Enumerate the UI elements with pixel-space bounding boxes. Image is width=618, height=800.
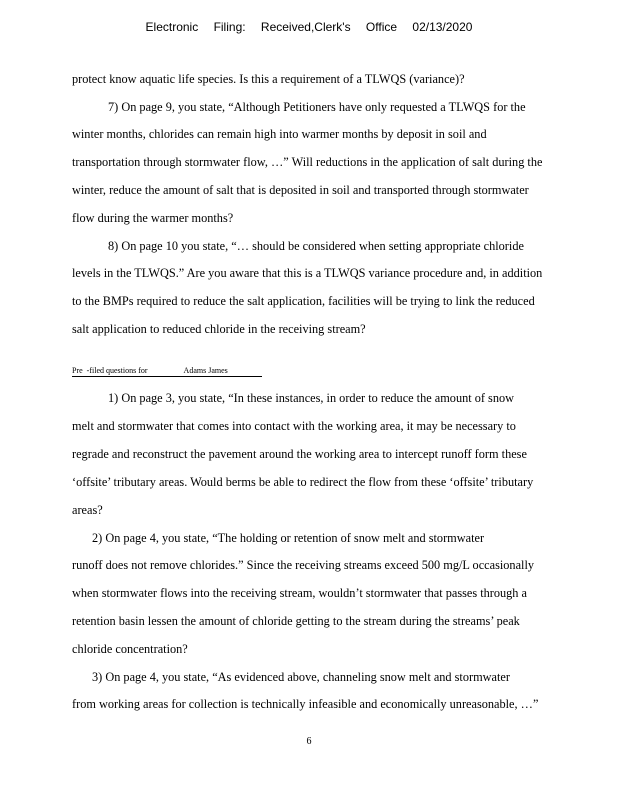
text-line: transportation through stormwater flow, …” Will reductions in the application of salt during the: [72, 155, 543, 169]
section-heading-suffix: -filed questions for: [86, 366, 148, 375]
text-line: chloride concentration?: [72, 642, 188, 656]
text-line: salt application to reduced chloride in the receiving stream?: [72, 322, 366, 336]
text-line: to the BMPs required to reduce the salt application, facilities will be trying to link the reduced: [72, 294, 535, 308]
text-line: winter months, chlorides can remain high into warmer months by deposit in soil and: [72, 127, 487, 141]
header-date: 02/13/2020: [412, 20, 473, 34]
header-filing: Filing:: [213, 20, 246, 34]
text-line: from working areas for collection is technically infeasible and economically unreasonable, …”: [72, 697, 539, 711]
text-line: runoff does not remove chlorides.” Since the receiving streams exceed 500 mg/L occasionally: [72, 558, 535, 572]
section-heading-prefix: Pre: [72, 366, 83, 375]
text-line: winter, reduce the amount of salt that is deposited in soil and transported through stormwater: [72, 183, 529, 197]
text-line: retention basin lessen the amount of chloride getting to the stream during the streams’ peak: [72, 614, 520, 628]
electronic-filing-header: [0, 20, 618, 34]
text-line: protect know aquatic life species. Is this a requirement of a TLWQS (variance)?: [72, 72, 465, 86]
section-heading: [72, 366, 262, 377]
text-line: melt and stormwater that comes into contact with the working area, it may be necessary to: [72, 419, 516, 433]
text-line: regrade and reconstruct the pavement around the working area to intercept runoff form these: [72, 447, 527, 461]
header-received: Received,Clerk's: [260, 20, 351, 34]
text-line: levels in the TLWQS.” Are you aware that this is a TLWQS variance procedure and, in addition: [72, 266, 543, 280]
header-electronic: Electronic: [145, 20, 199, 34]
page-number: 6: [306, 736, 312, 747]
question-1-line: 1) On page 3, you state, “In these instances, in order to reduce the amount of snow: [108, 391, 515, 405]
witness-name: Adams James: [183, 366, 228, 375]
header-office: Office: [365, 20, 398, 34]
question-7-line: 7) On page 9, you state, “Although Petitioners have only requested a TLWQS for the: [108, 100, 526, 114]
text-line: flow during the warmer months?: [72, 211, 234, 225]
text-line: when stormwater flows into the receiving stream, wouldn’t stormwater that passes through a: [72, 586, 527, 600]
text-line: areas?: [72, 503, 103, 517]
question-8-line: 8) On page 10 you state, “… should be considered when setting appropriate chloride: [108, 239, 524, 253]
text-line: ‘offsite’ tributary areas. Would berms be able to redirect the flow from these ‘offsite’ tributary: [72, 475, 534, 489]
question-3-line: 3) On page 4, you state, “As evidenced above, channeling snow melt and stormwater: [92, 670, 510, 684]
question-2-line: 2) On page 4, you state, “The holding or retention of snow melt and stormwater: [92, 531, 485, 545]
